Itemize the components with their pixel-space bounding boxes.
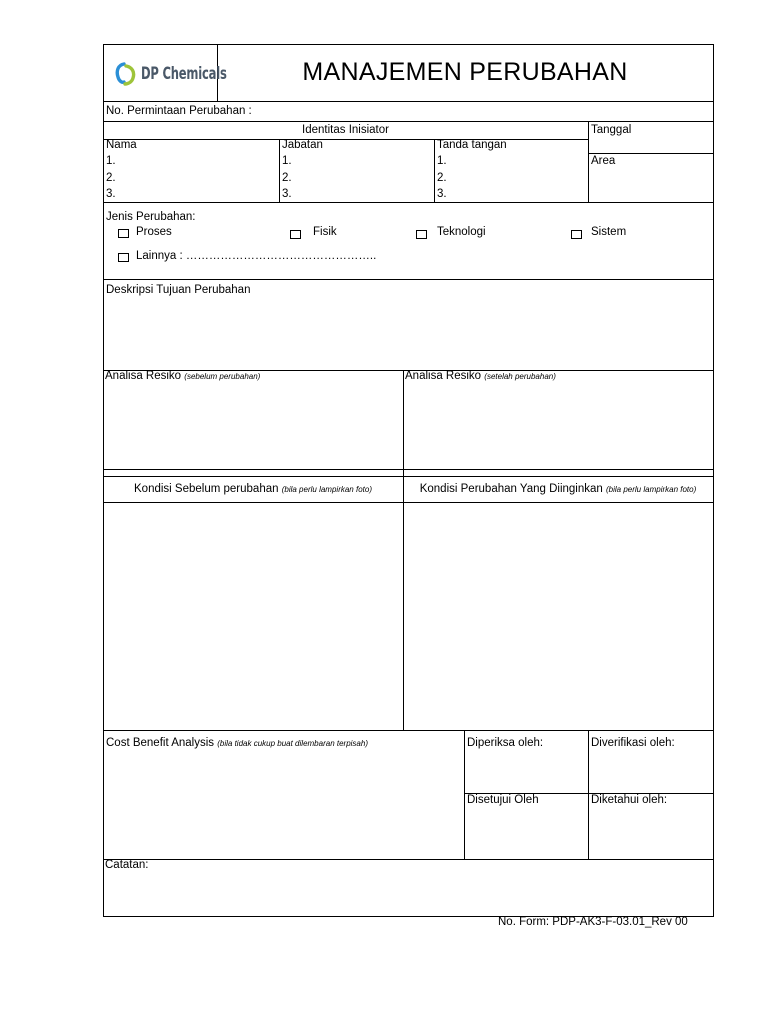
- option-label-proses: Proses: [136, 226, 172, 238]
- condition-before-note: (bila perlu lampirkan foto): [281, 485, 372, 494]
- description-label: Deskripsi Tujuan Perubahan: [106, 284, 251, 296]
- request-number-label: No. Permintaan Perubahan :: [106, 105, 252, 117]
- position-row-1: 1.: [282, 155, 292, 167]
- notes-label: Catatan:: [105, 859, 149, 871]
- condition-before-heading: [103, 483, 403, 496]
- acknowledged-by-label: Diketahui oleh:: [591, 794, 668, 806]
- checkbox-lainnya[interactable]: [118, 253, 129, 262]
- cost-benefit-label: Cost Benefit Analysis: [106, 737, 215, 749]
- checkbox-fisik[interactable]: [290, 230, 301, 239]
- checked-by-label: Diperiksa oleh:: [467, 737, 544, 749]
- risk-after-heading: [405, 370, 556, 383]
- condition-desired-label: Kondisi Perubahan Yang Diinginkan: [419, 483, 603, 495]
- name-row-3: 3.: [106, 188, 116, 200]
- checkbox-proses[interactable]: [118, 229, 129, 238]
- option-label-teknologi: Teknologi: [437, 226, 486, 238]
- change-type-label: Jenis Perubahan:: [106, 211, 196, 223]
- column-name-header: Nama: [106, 139, 137, 151]
- name-row-2: 2.: [106, 172, 116, 184]
- signature-row-1: 1.: [437, 155, 447, 167]
- checkbox-sistem[interactable]: [571, 230, 582, 239]
- cost-benefit-heading: [106, 737, 368, 750]
- risk-before-label: Analisa Resiko: [105, 370, 182, 382]
- condition-desired-heading: [403, 483, 713, 496]
- cost-benefit-note: (bila tidak cukup buat dilembaran terpisah): [217, 739, 368, 748]
- risk-before-note: (sebelum perubahan): [184, 372, 261, 381]
- condition-before-label: Kondisi Sebelum perubahan: [134, 483, 279, 495]
- signature-row-3: 3.: [437, 188, 447, 200]
- risk-after-label: Analisa Resiko: [405, 370, 482, 382]
- initiator-section-label: Identitas Inisiator: [302, 124, 389, 136]
- checkbox-teknologi[interactable]: [416, 230, 427, 239]
- position-row-3: 3.: [282, 188, 292, 200]
- option-label-fisik: Fisik: [313, 226, 337, 238]
- page-title: MANAJEMEN PERUBAHAN: [302, 58, 628, 86]
- name-row-1: 1.: [106, 155, 116, 167]
- signature-row-2: 2.: [437, 172, 447, 184]
- risk-before-heading: [105, 370, 260, 383]
- condition-desired-note: (bila perlu lampirkan foto): [606, 485, 697, 494]
- verified-by-label: Diverifikasi oleh:: [591, 737, 675, 749]
- position-row-2: 2.: [282, 172, 292, 184]
- form-number: No. Form: PDP-AK3-F-03.01_Rev 00: [498, 916, 688, 928]
- area-label: Area: [591, 155, 616, 167]
- date-label: Tanggal: [591, 124, 632, 136]
- column-signature-header: Tanda tangan: [437, 139, 507, 151]
- column-position-header: Jabatan: [282, 139, 323, 151]
- option-label-sistem: Sistem: [591, 226, 627, 238]
- logo-mark-icon: [115, 61, 137, 87]
- logo-text: DP Chemicals: [141, 64, 227, 84]
- approved-by-label: Disetujui Oleh: [467, 794, 539, 806]
- risk-after-note: (setelah perubahan): [484, 372, 556, 381]
- option-label-lainnya: Lainnya : …………………………………………..: [136, 250, 377, 262]
